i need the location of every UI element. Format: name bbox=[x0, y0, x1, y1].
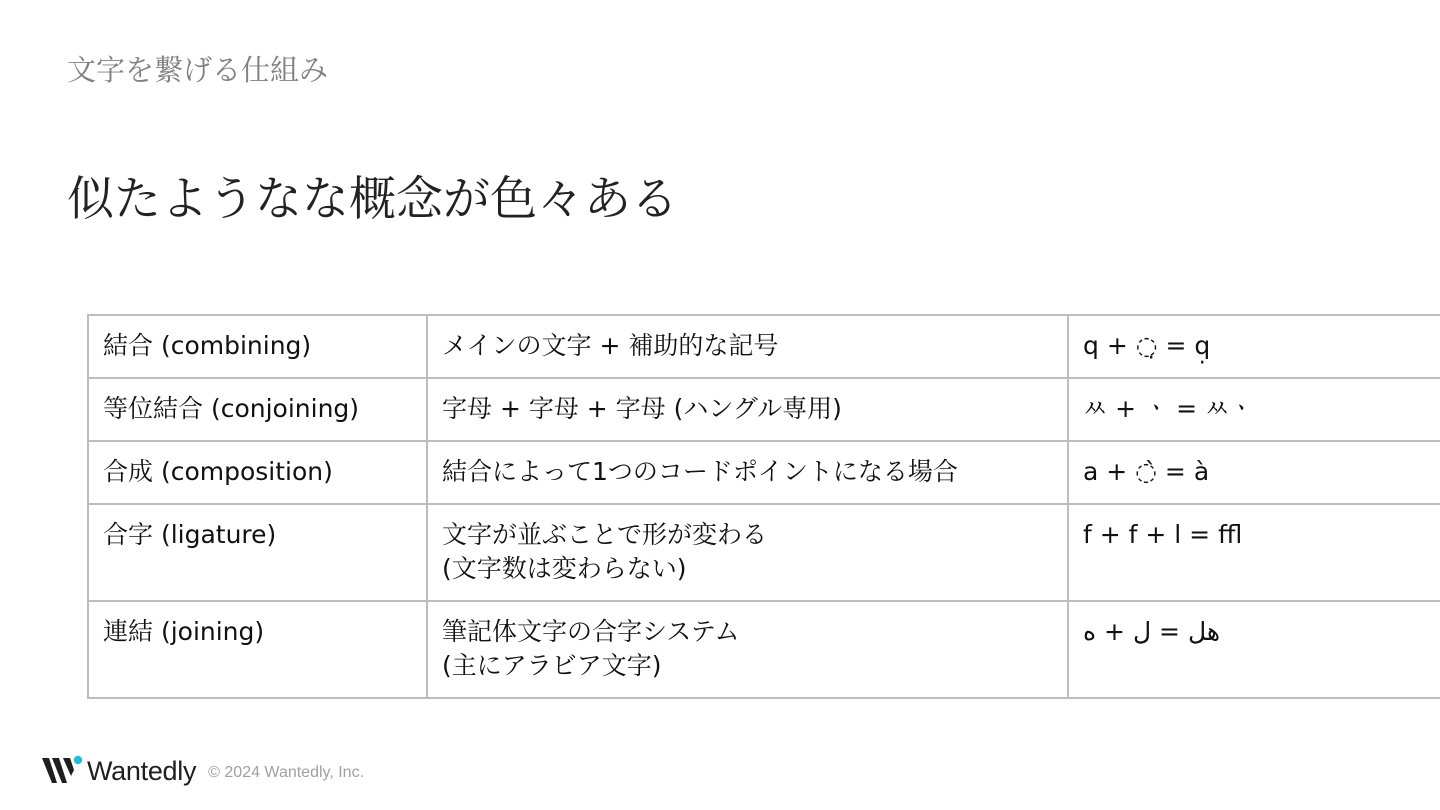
example-cell: f + f + l = ﬄ bbox=[1068, 504, 1440, 601]
description-cell: 筆記体文字の合字システム (主にアラビア文字) bbox=[427, 601, 1068, 698]
brand-name: Wantedly bbox=[87, 756, 197, 786]
table-row bbox=[88, 504, 1440, 601]
table-row bbox=[88, 601, 1440, 698]
term-cell: 結合 (combining) bbox=[88, 315, 427, 378]
table-row bbox=[88, 378, 1440, 441]
example-cell: a + ◌̀ = à bbox=[1068, 441, 1440, 504]
wantedly-logo-icon bbox=[41, 754, 83, 786]
term-cell: 等位結合 (conjoining) bbox=[88, 378, 427, 441]
example-cell: ㅆ + ㆍ = ㅆㆍ bbox=[1068, 378, 1440, 441]
section-label: 文字を繋げる仕組み bbox=[67, 53, 329, 87]
table-row bbox=[88, 441, 1440, 504]
slide-title: 似たようなな概念が色々ある bbox=[67, 172, 678, 227]
description-cell: 文字が並ぶことで形が変わる (文字数は変わらない) bbox=[427, 504, 1068, 601]
concepts-table bbox=[87, 314, 1440, 699]
example-cell: q + ◌̣ = q̣ bbox=[1068, 315, 1440, 378]
footer bbox=[41, 752, 364, 786]
example-cell: هل = ل + ه bbox=[1068, 601, 1440, 698]
copyright-text: © 2024 Wantedly, Inc. bbox=[208, 764, 365, 781]
term-cell: 合成 (composition) bbox=[88, 441, 427, 504]
term-cell: 合字 (ligature) bbox=[88, 504, 427, 601]
description-cell: 字母 + 字母 + 字母 (ハングル専用) bbox=[427, 378, 1068, 441]
description-cell: 結合によって1つのコードポイントになる場合 bbox=[427, 441, 1068, 504]
table-row bbox=[88, 315, 1440, 378]
term-cell: 連結 (joining) bbox=[88, 601, 427, 698]
description-cell: メインの文字 + 補助的な記号 bbox=[427, 315, 1068, 378]
